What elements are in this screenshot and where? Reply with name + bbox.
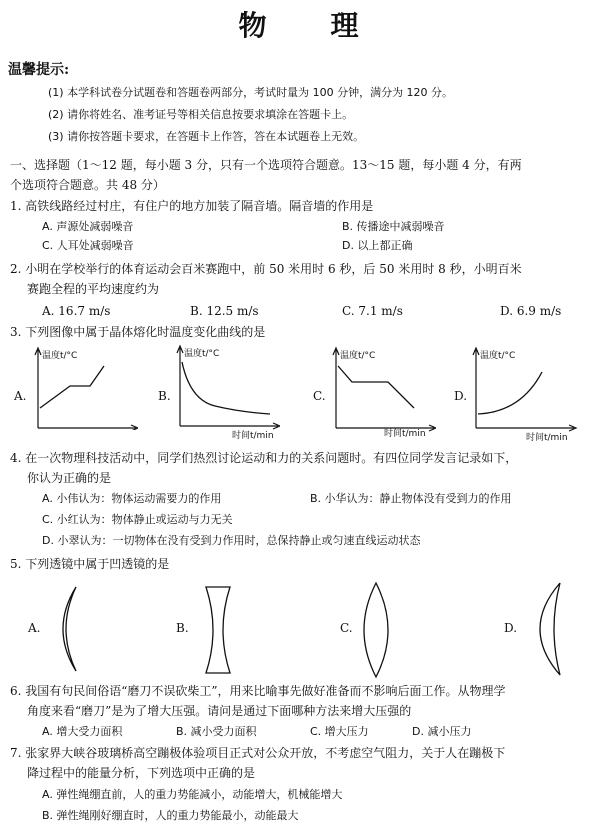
q6-option-a: A. 增大受力面积 <box>42 725 123 738</box>
q2-option-b: B. 12.5 m/s <box>190 304 259 318</box>
graph-d-label: D. <box>454 389 468 403</box>
q7-stem-line1: 7. 张家界大峡谷玻璃桥高空蹦极体验项目正式对公众开放，不考虑空气阻力，关于人在蹦极下 <box>10 746 506 760</box>
q4-option-a: A. 小伟认为：物体运动需要力的作用 <box>42 492 222 505</box>
q7-option-b: B. 弹性绳刚好绷直时，人的重力势能最小，动能最大 <box>42 809 299 822</box>
tips-heading: 温馨提示: <box>8 62 70 78</box>
page-title: 物 理 <box>238 9 377 42</box>
q6-option-c: C. 增大压力 <box>310 725 369 738</box>
q6-stem-line2: 角度来看“磨刀”是为了增大压强。请问是通过下面哪种方法来增大压强的 <box>27 704 412 718</box>
lens-b <box>200 584 236 676</box>
graph-b-curve <box>182 362 270 414</box>
q1-stem: 1. 高铁线路经过村庄，有住户的地方加装了隔音墙。隔音墙的作用是 <box>10 199 374 213</box>
q7-option-a: A. 弹性绳绷直前，人的重力势能减小，动能增大，机械能增大 <box>42 788 343 801</box>
q4-stem-line2: 你认为正确的是 <box>27 471 112 485</box>
lens-d <box>526 580 574 678</box>
graph-b-ylabel: 温度t/°C <box>184 349 220 359</box>
q1-option-d: D. 以上都正确 <box>342 239 413 252</box>
section-heading-line2: 个选项符合题意。共 48 分） <box>10 178 165 192</box>
graph-d-xlabel: 时间t/min <box>526 433 568 442</box>
graph-c-ylabel: 温度t/°C <box>340 351 376 361</box>
graph-a-label: A. <box>14 389 27 403</box>
section-heading-line1: 一、选择题（1～12 题，每小题 3 分，只有一个选项符合题意。13～15 题，每小题 4 分，有两 <box>10 158 522 172</box>
graph-b-xlabel: 时间t/min <box>232 431 274 440</box>
q2-stem-line2: 赛跑全程的平均速度约为 <box>27 282 160 296</box>
graph-b <box>170 340 280 440</box>
q6-option-d: D. 减小压力 <box>412 725 472 738</box>
graph-a <box>28 342 138 430</box>
graph-d-ylabel: 温度t/°C <box>480 351 516 361</box>
q4-option-d: D. 小翠认为：一切物体在没有受到力作用时，总保持静止或匀速直线运动状态 <box>42 534 421 547</box>
graph-b-label: B. <box>158 389 171 403</box>
tip-item-2: (2) 请你将姓名、准考证号等相关信息按要求填涂在答题卡上。 <box>48 108 354 121</box>
q2-option-d: D. 6.9 m/s <box>500 304 562 318</box>
graph-d-curve <box>478 372 542 414</box>
lens-c-label: C. <box>340 621 353 635</box>
q4-option-c: C. 小红认为：物体静止或运动与力无关 <box>42 513 233 526</box>
graph-d <box>466 342 578 442</box>
q1-option-b: B. 传播途中减弱噪音 <box>342 220 445 233</box>
graph-a-ylabel: 温度t/°C <box>42 351 78 361</box>
graph-c <box>326 342 436 438</box>
q2-option-c: C. 7.1 m/s <box>342 304 403 318</box>
q7-stem-line2: 降过程中的能量分析，下列选项中正确的是 <box>27 766 256 780</box>
q2-option-a: A. 16.7 m/s <box>42 304 111 318</box>
tip-item-3: (3) 请你按答题卡要求，在答题卡上作答，答在本试题卷上无效。 <box>48 130 365 143</box>
tip-item-1: (1) 本学科试卷分试题卷和答题卷两部分，考试时量为 100 分钟，满分为 120 分。 <box>48 86 454 99</box>
q4-option-b: B. 小华认为：静止物体没有受到力的作用 <box>310 492 512 505</box>
q1-option-c: C. 人耳处减弱噪音 <box>42 239 134 252</box>
lens-c <box>356 580 396 680</box>
q4-stem-line1: 4. 在一次物理科技活动中，同学们热烈讨论运动和力的关系问题时。有四位同学发言记录如下， <box>10 451 518 465</box>
graph-a-curve <box>40 366 104 408</box>
q2-stem-line1: 2. 小明在学校举行的体育运动会百米赛跑中，前 50 米用时 6 秒，后 50 米用时 8 秒，小明百米 <box>10 262 522 276</box>
q1-option-a: A. 声源处减弱噪音 <box>42 220 134 233</box>
q6-stem-line1: 6. 我国有句民间俗语“磨刀不误砍柴工”，用来比喻事先做好准备而不影响后面工作。从物理学 <box>10 684 506 698</box>
q6-option-b: B. 减小受力面积 <box>176 725 257 738</box>
q5-stem: 5. 下列透镜中属于凹透镜的是 <box>10 557 170 571</box>
q3-stem: 3. 下列图像中属于晶体熔化时温度变化曲线的是 <box>10 325 266 339</box>
lens-a-label: A. <box>28 621 41 635</box>
lens-b-label: B. <box>176 621 189 635</box>
graph-c-label: C. <box>313 389 326 403</box>
graph-c-curve <box>338 366 414 408</box>
graph-c-xlabel: 时间t/min <box>384 429 426 438</box>
lens-a <box>44 584 84 674</box>
lens-d-label: D. <box>504 621 518 635</box>
